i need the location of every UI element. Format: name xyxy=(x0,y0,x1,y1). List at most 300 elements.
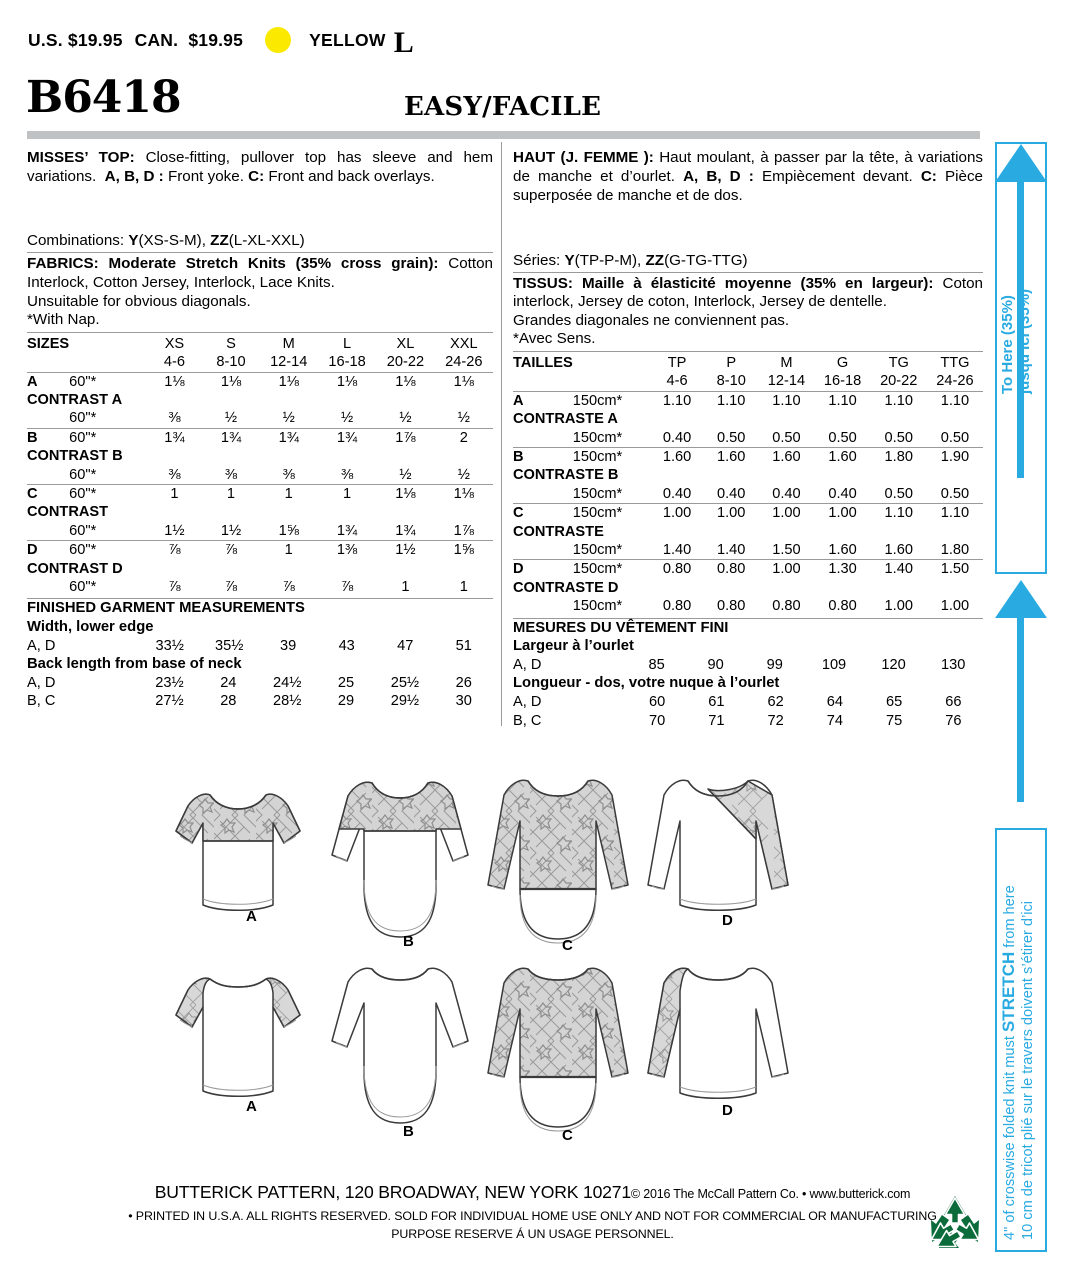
combinations-en: Combinations: Y(XS-S-M), ZZ(L-XL-XXL) xyxy=(27,232,305,250)
contrast-header-row xyxy=(27,391,493,409)
yardage-row xyxy=(27,372,493,391)
fgm-value: 66 xyxy=(945,694,962,711)
size-number-row xyxy=(27,353,493,372)
yardage-value: 1⅛ xyxy=(435,372,493,391)
size-name-5: XXL xyxy=(450,335,478,352)
yardage-value: ½ xyxy=(457,466,470,483)
fgm-row xyxy=(513,656,983,675)
yardage-value: 1⅜ xyxy=(318,541,376,560)
yardage-row xyxy=(27,428,493,447)
yardage-value: ⅞ xyxy=(146,541,202,560)
fgm-subtitle: Back length from base of neck xyxy=(27,656,242,673)
yardage-value: ½ xyxy=(399,410,412,427)
yardage-value: 0.50 xyxy=(940,429,970,446)
yardage-value: 0.50 xyxy=(884,485,913,502)
fabric-width: 150cm* xyxy=(573,391,650,410)
yardage-value: 1⅛ xyxy=(435,485,493,504)
yardage-value: 1 xyxy=(260,485,318,504)
view-label: A xyxy=(27,372,69,391)
illustration-front-c xyxy=(488,780,628,943)
fgm-row-label: A, D xyxy=(27,674,56,691)
fgm-value: 25 xyxy=(337,674,355,691)
size-number-1: 8-10 xyxy=(716,373,746,390)
fabric-width: 60"* xyxy=(69,522,97,539)
yardage-row xyxy=(27,485,493,504)
yardage-table-fr xyxy=(513,354,983,616)
contrast-label: CONTRASTE D xyxy=(513,579,619,596)
yardage-value: 1.10 xyxy=(815,391,871,410)
fgm-row xyxy=(513,693,983,712)
yardage-value: ½ xyxy=(340,410,354,427)
yardage-value: ⅜ xyxy=(168,466,181,483)
yardage-row xyxy=(27,522,493,541)
yardage-value: 1 xyxy=(459,579,468,596)
sizes-label: TAILLES xyxy=(513,354,573,371)
yardage-value: ½ xyxy=(457,410,470,427)
yardage-value: 1.10 xyxy=(704,391,758,410)
language-column-divider xyxy=(501,142,502,726)
header-divider-bar xyxy=(27,131,980,139)
illo-label-back-c: C xyxy=(562,1127,573,1144)
size-name-0: TP xyxy=(667,354,687,371)
size-name-3: G xyxy=(836,354,849,371)
yardage-table-en xyxy=(27,335,493,597)
footer-copyright: © 2016 The McCall Pattern Co. • www.butterick.com xyxy=(630,1187,911,1201)
pattern-number: B6418 xyxy=(26,72,181,123)
size-name-4: XL xyxy=(396,335,415,352)
view-label: B xyxy=(27,428,69,447)
fgm-sections-fr xyxy=(513,637,983,730)
yardage-value: ⅜ xyxy=(168,410,181,427)
fabric-width: 60"* xyxy=(69,372,146,391)
illo-label-back-b: B xyxy=(403,1123,414,1140)
yardage-value: 1.00 xyxy=(704,504,758,523)
yardage-value: 0.80 xyxy=(704,560,758,579)
yardage-value: 1.30 xyxy=(815,560,871,579)
combinations-fr: Séries: Y(TP-P-M), ZZ(G-TG-TTG) xyxy=(513,251,748,269)
yardage-row xyxy=(27,466,493,485)
yardage-value: 1 xyxy=(401,579,410,596)
illo-label-back-a: A xyxy=(246,1098,257,1115)
difficulty-label: EASY/FACILE xyxy=(404,92,602,122)
yardage-value: 1 xyxy=(318,485,376,504)
description-fr: HAUT (J. FEMME ): Haut moulant, à passer par la tête, à variations de manche et d’ourlet. A, B, D : Empiècement devant. C: Pièce superposée de manche et de dos. xyxy=(513,149,983,205)
fgm-value: 43 xyxy=(338,637,355,654)
yardage-value: 1¾ xyxy=(318,428,376,447)
yardage-value: ½ xyxy=(282,410,295,427)
yardage-value: 1¾ xyxy=(202,428,259,447)
fgm-value: 90 xyxy=(707,656,724,673)
fgm-value: 47 xyxy=(397,637,414,654)
fgm-value: 60 xyxy=(648,694,666,711)
garment-illustrations xyxy=(150,755,850,1145)
contrast-label: CONTRAST B xyxy=(27,448,123,465)
size-name-5: TTG xyxy=(940,354,970,371)
fgm-value: 29½ xyxy=(390,693,420,710)
illustration-back-d xyxy=(648,968,788,1098)
illustration-back-a xyxy=(176,978,300,1096)
yardage-row xyxy=(513,448,983,467)
yardage-value: 1.00 xyxy=(758,504,814,523)
fgm-value: 28½ xyxy=(272,693,302,710)
yardage-value: ⅜ xyxy=(340,466,354,483)
sizes-label: SIZES xyxy=(27,335,70,352)
yardage-value: 1⅝ xyxy=(435,541,493,560)
illo-label-front-a: A xyxy=(246,908,257,925)
fgm-value: 99 xyxy=(766,656,783,673)
yardage-value: 1¾ xyxy=(146,428,202,447)
fgm-value: 120 xyxy=(881,656,906,673)
yardage-row xyxy=(27,409,493,428)
yardage-value: 0.80 xyxy=(662,598,692,615)
size-number-row xyxy=(513,372,983,391)
illo-label-back-d: D xyxy=(722,1102,733,1119)
contrast-label: CONTRAST xyxy=(27,504,109,521)
yardage-value: 1½ xyxy=(220,522,242,539)
yardage-value: 0.80 xyxy=(772,598,801,615)
yardage-row xyxy=(513,560,983,579)
yardage-value: 1¾ xyxy=(336,522,358,539)
yardage-value: 0.40 xyxy=(772,485,801,502)
yardage-value: 0.50 xyxy=(828,429,857,446)
fgm-value: 24 xyxy=(220,674,237,691)
fgm-value: 64 xyxy=(826,694,843,711)
price-can: CAN. $19.95 xyxy=(134,29,244,50)
view-label: D xyxy=(27,541,69,560)
contrast-header-row xyxy=(27,447,493,465)
view-label xyxy=(27,466,69,485)
fgm-value: 75 xyxy=(885,712,903,729)
yardage-value: 1.60 xyxy=(815,448,871,467)
fgm-row-label: B, C xyxy=(513,712,542,729)
view-label: C xyxy=(513,504,573,523)
illustration-front-b xyxy=(332,782,468,937)
view-label xyxy=(513,429,573,448)
fgm-table xyxy=(513,656,983,675)
yardage-value: 1¾ xyxy=(395,522,416,539)
yardage-value: 1.00 xyxy=(758,560,814,579)
yardage-value: 1½ xyxy=(376,541,434,560)
price-row xyxy=(28,26,414,59)
yardage-value: 1.80 xyxy=(940,542,970,559)
fgm-value: 25½ xyxy=(390,674,420,691)
fgm-value: 30 xyxy=(455,693,472,710)
yardage-value: 0.50 xyxy=(772,429,801,446)
contrast-header-row xyxy=(513,523,983,541)
view-label: C xyxy=(27,485,69,504)
contrast-header-row xyxy=(513,410,983,428)
fgm-row xyxy=(27,674,493,693)
view-label: D xyxy=(513,560,573,579)
yardage-value: 1.60 xyxy=(650,448,704,467)
size-number-2: 12-14 xyxy=(270,354,308,371)
yardage-value: 1⅛ xyxy=(376,485,434,504)
yardage-value: 1.60 xyxy=(704,448,758,467)
french-column xyxy=(513,148,983,730)
fgm-row-label: B, C xyxy=(27,693,56,710)
fgm-value: 28 xyxy=(220,693,237,710)
size-name-3: L xyxy=(343,335,352,352)
size-number-2: 12-14 xyxy=(767,373,806,390)
yardage-value: 1.10 xyxy=(871,504,927,523)
yardage-body-en xyxy=(27,335,493,597)
fgm-value: 35½ xyxy=(214,637,244,654)
size-number-0: 4-6 xyxy=(666,373,688,390)
size-header-row xyxy=(513,354,983,372)
yardage-row xyxy=(27,578,493,596)
view-label xyxy=(513,597,573,615)
fabric-width: 150cm* xyxy=(573,560,650,579)
yardage-row xyxy=(513,429,983,448)
size-number-1: 8-10 xyxy=(216,354,246,371)
fabric-width: 60"* xyxy=(69,579,97,596)
yardage-value: 1⅝ xyxy=(278,522,299,539)
fgm-table xyxy=(27,674,493,711)
fgm-value: 24½ xyxy=(272,674,302,691)
yardage-value: ½ xyxy=(224,410,238,427)
yardage-value: 1⅛ xyxy=(202,372,259,391)
yardage-row xyxy=(513,541,983,560)
yardage-value: 1.00 xyxy=(815,504,871,523)
view-label xyxy=(513,541,573,560)
view-label xyxy=(513,485,573,504)
fgm-table xyxy=(27,637,493,656)
view-label: A xyxy=(513,391,573,410)
contrast-header-row xyxy=(513,466,983,484)
fabric-width: 150cm* xyxy=(572,598,623,615)
size-name-2: M xyxy=(780,354,793,371)
yardage-value: 1.60 xyxy=(828,542,857,559)
color-swatch-dot xyxy=(265,27,291,53)
yardage-value: 1.10 xyxy=(927,504,983,523)
yardage-value: ⅞ xyxy=(224,579,238,596)
yardage-value: ⅞ xyxy=(282,579,295,596)
yardage-value: 1.00 xyxy=(940,598,970,615)
stretch-gauge-label xyxy=(999,234,1043,394)
fabric-width: 150cm* xyxy=(572,485,623,502)
size-name-1: P xyxy=(726,354,737,371)
yardage-value: 1.00 xyxy=(884,598,913,615)
fgm-value: 61 xyxy=(708,694,725,711)
size-number-5: 24-26 xyxy=(445,354,483,371)
fabric-width: 60"* xyxy=(69,428,146,447)
stretch-note-en: 4" of crosswise folded knit must STRETCH from here xyxy=(999,885,1018,1240)
fabric-width: 60"* xyxy=(69,410,97,427)
fgm-value: 76 xyxy=(945,712,962,729)
yardage-value: ⅜ xyxy=(282,466,295,483)
size-number-0: 4-6 xyxy=(163,354,185,371)
yardage-value: 1.80 xyxy=(871,448,927,467)
yardage-value: 0.50 xyxy=(884,429,913,446)
yardage-value: 0.80 xyxy=(650,560,704,579)
fgm-value: 62 xyxy=(767,694,784,711)
contrast-header-row xyxy=(27,503,493,521)
view-label: B xyxy=(513,448,573,467)
size-name-0: XS xyxy=(164,335,185,352)
yardage-value: 0.80 xyxy=(717,598,746,615)
stretch-gauge-label-fr: jusqu’ici (35%) xyxy=(1016,288,1033,394)
yardage-value: 0.40 xyxy=(717,485,746,502)
yardage-value: 1⅛ xyxy=(260,372,318,391)
rule xyxy=(27,252,493,253)
view-label xyxy=(27,578,69,596)
size-name-4: TG xyxy=(888,354,909,371)
yardage-row xyxy=(513,504,983,523)
yardage-value: 1.60 xyxy=(884,542,913,559)
yardage-value: 1.00 xyxy=(650,504,704,523)
fgm-value: 23½ xyxy=(155,674,184,691)
size-number-4: 20-22 xyxy=(880,373,918,390)
english-column xyxy=(27,148,493,711)
yardage-value: 1⅛ xyxy=(318,372,376,391)
yardage-body-fr xyxy=(513,354,983,616)
yardage-value: 0.50 xyxy=(940,485,970,502)
yardage-value: 1 xyxy=(202,485,259,504)
yardage-value: 1.40 xyxy=(717,542,746,559)
yardage-value: ⅞ xyxy=(202,541,259,560)
fgm-value: 27½ xyxy=(155,693,184,710)
yardage-value: ½ xyxy=(399,466,412,483)
size-number-3: 16-18 xyxy=(823,373,862,390)
yardage-value: 0.40 xyxy=(662,485,692,502)
yardage-value: 1.50 xyxy=(772,542,801,559)
fgm-sections-en xyxy=(27,618,493,711)
fgm-row-label: A, D xyxy=(513,656,542,673)
fabrics-en: FABRICS: Moderate Stretch Knits (35% cross grain): Cotton Interlock, Cotton Jersey, Interlock, Lace Knits. xyxy=(27,255,493,291)
contrast-label: CONTRASTE xyxy=(513,523,604,540)
illo-label-front-d: D xyxy=(722,912,733,929)
fgm-value: 71 xyxy=(708,712,725,729)
yardage-row xyxy=(27,541,493,560)
fgm-row xyxy=(27,692,493,711)
fgm-value: 109 xyxy=(821,656,847,673)
fabric-note1-en: Unsuitable for obvious diagonals. xyxy=(27,292,251,310)
stretch-gauge-label-en: To Here (35%) xyxy=(999,295,1016,394)
yardage-value: 1.40 xyxy=(871,560,927,579)
fgm-row xyxy=(513,712,983,731)
view-label xyxy=(27,522,69,541)
fabrics-fr: TISSUS: Maille à élasticité moyenne (35% en largeur): Coton interlock, Jersey de coton, Interlock, Jersey de dentelle. xyxy=(513,274,984,311)
illustration-back-c xyxy=(488,968,628,1131)
yardage-value: 1⅛ xyxy=(146,372,202,391)
stretch-gauge xyxy=(995,142,1063,640)
fabric-width: 150cm* xyxy=(572,542,623,559)
fgm-value: 74 xyxy=(826,712,843,729)
yardage-row xyxy=(513,391,983,410)
yardage-value: 1.90 xyxy=(927,448,983,467)
yardage-value: ⅞ xyxy=(168,579,181,596)
fgm-value: 130 xyxy=(941,656,966,673)
color-name: YELLOW xyxy=(309,29,386,50)
contrast-label: CONTRAST A xyxy=(27,392,123,408)
fabric-width: 60"* xyxy=(69,485,146,504)
fabric-width: 60"* xyxy=(69,541,146,560)
stretch-arrow-top-head xyxy=(995,144,1047,182)
yardage-value: 1.50 xyxy=(927,560,983,579)
fabric-width: 60"* xyxy=(69,466,97,483)
fgm-value: 39 xyxy=(280,637,297,654)
contrast-label: CONTRASTE B xyxy=(513,467,619,484)
yardage-value: 1.60 xyxy=(758,448,814,467)
yardage-value: 1 xyxy=(260,541,318,560)
rule xyxy=(513,351,983,352)
yardage-value: ⅞ xyxy=(340,579,354,596)
yardage-value: 1.10 xyxy=(758,391,814,410)
size-header-row xyxy=(27,335,493,353)
yardage-value: 1.10 xyxy=(871,391,927,410)
fgm-table xyxy=(513,693,983,730)
yardage-value: 1¾ xyxy=(260,428,318,447)
yardage-value: 1.40 xyxy=(662,542,692,559)
contrast-label: CONTRASTE A xyxy=(513,411,618,428)
fgm-value: 29 xyxy=(337,693,355,710)
fabric-width: 150cm* xyxy=(573,504,650,523)
yardage-value: 1 xyxy=(146,485,202,504)
yardage-value: ⅜ xyxy=(224,466,238,483)
size-number-4: 20-22 xyxy=(386,354,425,371)
size-number-3: 16-18 xyxy=(328,354,366,371)
yardage-value: 0.80 xyxy=(828,598,857,615)
fabric-note2-en: *With Nap. xyxy=(27,311,100,329)
price-us: U.S. $19.95 xyxy=(28,29,123,50)
fgm-row-label: A, D xyxy=(513,694,542,711)
view-label xyxy=(27,409,69,428)
yardage-value: 0.40 xyxy=(828,485,857,502)
illustration-front-a xyxy=(176,794,300,910)
fgm-value: 33½ xyxy=(155,637,184,654)
fgm-value: 72 xyxy=(767,712,784,729)
fgm-subtitle: Largeur à l’ourlet xyxy=(513,638,634,655)
yardage-value: 2 xyxy=(435,428,493,447)
fabric-note2-fr: *Avec Sens. xyxy=(513,330,596,348)
contrast-label: CONTRAST D xyxy=(27,560,123,577)
description-en: MISSES’ TOP: Close-fitting, pullover top has sleeve and hem variations. A, B, D : Front yoke. C: Front and back overlays. xyxy=(27,149,494,186)
fgm-value: 65 xyxy=(885,694,903,711)
fgm-subtitle: Longueur - dos, votre nuque à l’ourlet xyxy=(513,675,780,692)
fgm-value: 51 xyxy=(455,637,472,654)
fgm-title-en: FINISHED GARMENT MEASUREMENTS xyxy=(27,600,305,617)
footer-company: BUTTERICK PATTERN, 120 BROADWAY, NEW YORK 10271 xyxy=(154,1182,631,1202)
stretch-arrow-bottom-head xyxy=(995,580,1047,618)
illo-label-front-c: C xyxy=(562,937,573,954)
size-name-2: M xyxy=(282,335,295,352)
fgm-row-label: A, D xyxy=(27,637,56,654)
contrast-header-row xyxy=(513,579,983,597)
stretch-note xyxy=(1000,820,1044,1240)
illustration-back-b xyxy=(332,968,468,1123)
yardage-row xyxy=(513,597,983,615)
stretch-arrow-bottom-stem xyxy=(1017,616,1024,802)
yardage-row xyxy=(513,485,983,504)
fabric-width: 150cm* xyxy=(572,429,623,446)
fgm-title-fr: MESURES DU VÊTEMENT FINI xyxy=(513,619,729,636)
footer-line-2: • PRINTED IN U.S.A. ALL RIGHTS RESERVED. SOLD FOR INDIVIDUAL HOME USE ONLY AND NOT FOR COMMERCIAL OR MANUFACTURING xyxy=(128,1209,937,1223)
fgm-value: 85 xyxy=(648,656,665,673)
fgm-subtitle: Width, lower edge xyxy=(27,619,154,636)
illo-label-front-b: B xyxy=(403,933,414,950)
contrast-header-row xyxy=(27,560,493,578)
stretch-note-fr: 10 cm de tricot plié sur le travers doivent s’étirer d’ici xyxy=(1019,900,1036,1240)
fabric-note1-fr: Grandes diagonales ne conviennent pas. xyxy=(513,311,790,329)
recycle-icon xyxy=(925,1194,985,1252)
yardage-value: 0.40 xyxy=(662,429,692,446)
yardage-value: 1⅞ xyxy=(376,428,434,447)
size-letter: L xyxy=(393,26,414,59)
yardage-value: 1½ xyxy=(164,522,185,539)
illustration-front-d xyxy=(648,780,788,910)
footer xyxy=(0,1182,1065,1241)
fgm-value: 70 xyxy=(648,712,666,729)
